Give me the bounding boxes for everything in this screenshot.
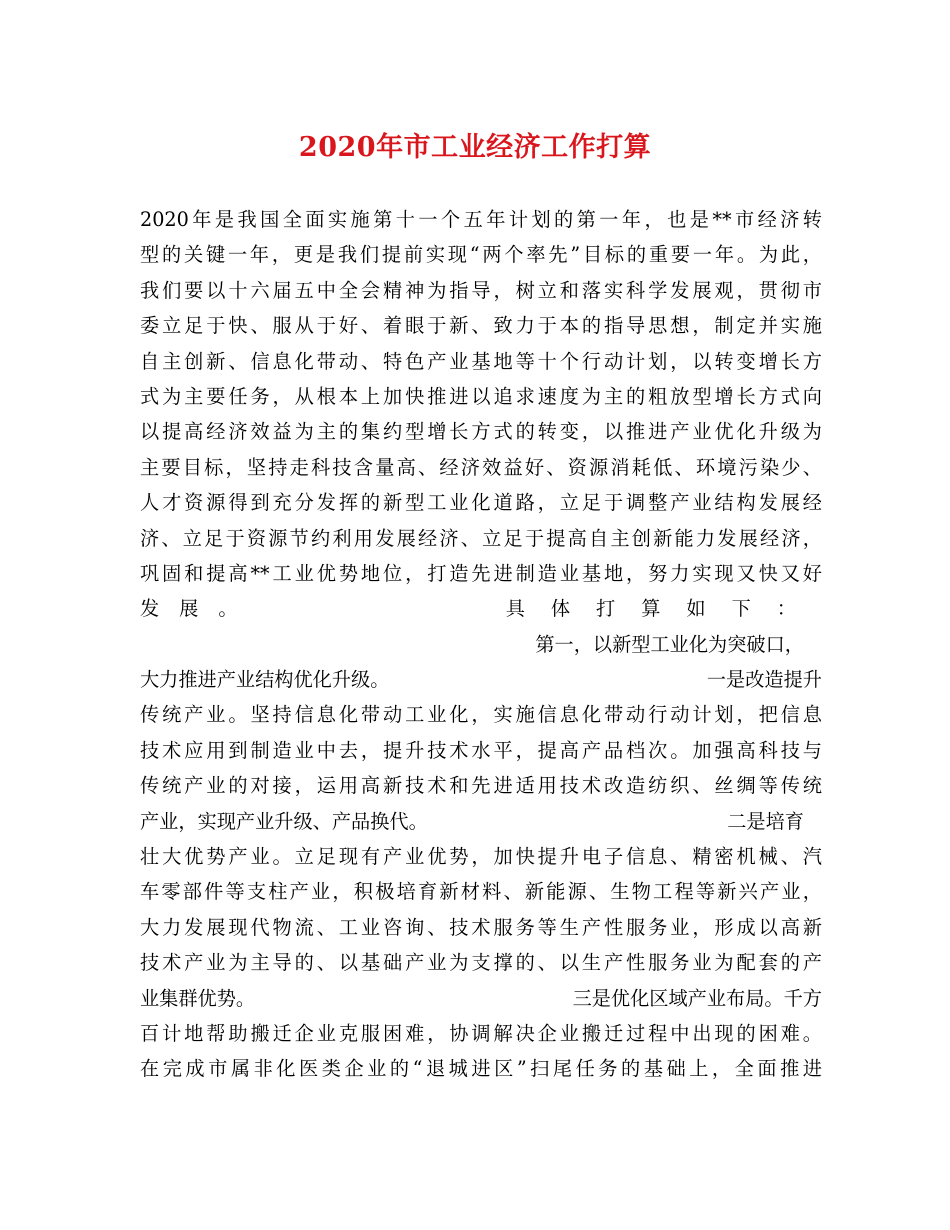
body-line: 大力发展现代物流、工业咨询、技术服务等生产性服务业，形成以高新 [140,915,822,939]
body-line: 自主创新、信息化带动、特色产业基地等十个行动计划，以转变增长方 [140,349,822,373]
line-segment-right: 具体打算如下： [505,597,822,621]
line-segment-right: 一是改造提升 [706,668,822,692]
body-line-right [140,627,822,662]
document-title: 2020年市工业经济工作打算 [298,132,652,163]
line-segment-right: 二是培育 [727,809,804,833]
body-line: 济、立足于资源节约利用发展经济、立足于提高自主创新能力发展经济， [140,526,822,550]
body-line: 在完成市属非化医类企业的“退城进区”扫尾任务的基础上，全面推进 [140,1057,822,1081]
body-line-split [140,591,822,626]
line-segment-left: 发展。 [140,597,258,621]
body-line: 主要目标，坚持走科技含量高、经济效益好、资源消耗低、环境污染少、 [140,455,822,479]
body-line: 型的关键一年，更是我们提前实现“两个率先”目标的重要一年。为此， [140,243,822,267]
body-line: 委立足于快、服从于好、着眼于新、致力于本的指导思想，制定并实施 [140,314,822,338]
document-body [140,202,822,1087]
line-segment-left: 大力推进产业结构优化升级。 [140,668,390,692]
body-line: 式为主要任务，从根本上加快推进以追求速度为主的粗放型增长方式向 [140,384,822,408]
body-line: 车零部件等支柱产业，积极培育新材料、新能源、生物工程等新兴产业， [140,880,822,904]
line-segment-left: 业集群优势。 [140,986,256,1010]
body-line: 我们要以十六届五中全会精神为指导，树立和落实科学发展观，贯彻市 [140,278,822,302]
body-line: 以提高经济效益为主的集约型增长方式的转变，以推进产业优化升级为 [140,420,822,444]
body-line: 2020年是我国全面实施第十一个五年计划的第一年，也是**市经济转 [140,208,822,231]
body-line: 人才资源得到充分发挥的新型工业化道路，立足于调整产业结构发展经 [140,491,822,515]
body-line: 传统产业。坚持信息化带动工业化，实施信息化带动行动计划，把信息 [140,703,822,727]
body-line: 壮大优势产业。立足现有产业优势，加快提升电子信息、精密机械、汽 [140,845,822,869]
body-line: 技术应用到制造业中去，提升技术水平，提高产品档次。加强高科技与 [140,738,822,762]
body-line: 百计地帮助搬迁企业克服困难，协调解决企业搬迁过程中出现的困难。 [140,1021,822,1045]
body-line-split [140,662,822,697]
line-segment: 第一，以新型工业化为突破口， [535,632,804,656]
body-line-split [140,981,822,1016]
line-segment-left: 产业，实现产业升级、产品换代。 [140,809,428,833]
body-line-split [140,804,822,839]
body-line: 传统产业的对接，运用高新技术和先进适用技术改造纺织、丝绸等传统 [140,774,822,798]
line-segment-right: 三是优化区域产业布局。千方 [572,986,822,1010]
body-line: 技术产业为主导的、以基础产业为支撑的、以生产性服务业为配套的产 [140,951,822,975]
body-line: 巩固和提高**工业优势地位，打造先进制造业基地，努力实现又快又好 [140,561,822,585]
